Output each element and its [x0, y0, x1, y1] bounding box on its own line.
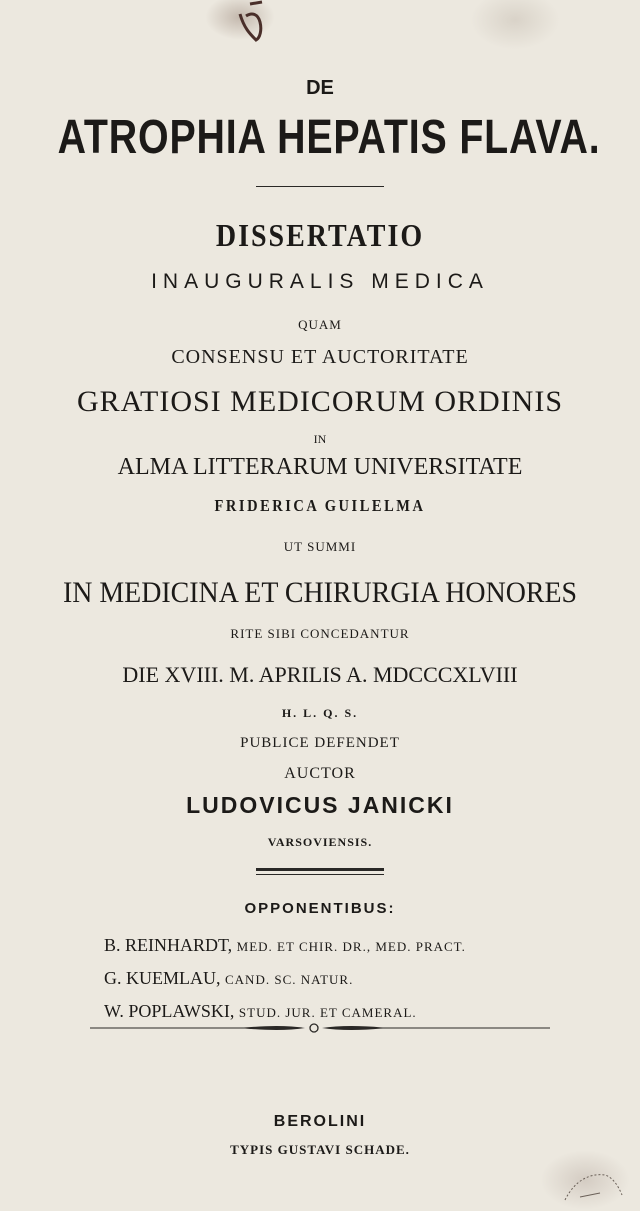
varsoviensis-line: VARSOVIENSIS.: [267, 835, 373, 849]
rite-line: RITE SIBI CONCEDANTUR: [230, 626, 410, 641]
opponent-title: CAND. SC. NATUR.: [225, 972, 354, 987]
pencil-scribble-icon: [560, 1165, 630, 1205]
ornamental-divider-icon: [90, 1020, 610, 1036]
handwritten-mark-icon: [232, 0, 272, 46]
in-line: IN: [313, 432, 327, 446]
hlqs-line: H. L. Q. S.: [281, 706, 359, 720]
opponent-title: MED. ET CHIR. DR., MED. PRACT.: [236, 939, 466, 954]
die-line: DIE XVIII. M. APRILIS A. MDCCCXLVIII: [122, 662, 518, 687]
double-rule-bottom: [256, 874, 384, 875]
opponent-name: W. POPLAWSKI,: [104, 1001, 235, 1021]
opponent-title: STUD. JUR. ET CAMERAL.: [238, 1005, 417, 1020]
ink-stain-right: [470, 0, 560, 50]
dissertatio-heading: DISSERTATIO: [215, 219, 425, 254]
inauguralis-line: INAUGURALIS MEDICA: [151, 270, 489, 293]
consensu-line: CONSENSU ET AUCTORITATE: [171, 346, 469, 368]
imprint-printer: TYPIS GUSTAVI SCHADE.: [230, 1142, 410, 1157]
gratiosi-line: GRATIOSI MEDICORUM ORDINIS: [76, 385, 564, 418]
opponentibus-heading: OPPONENTIBUS:: [244, 900, 396, 917]
auctor-line: AUCTOR: [284, 765, 356, 782]
friderica-line: FRIDERICA GUILELMA: [214, 496, 426, 515]
opponent-name: B. REINHARDT,: [104, 935, 233, 955]
main-title: ATROPHIA HEPATIS FLAVA.: [57, 111, 601, 164]
title-de: DE: [306, 77, 334, 99]
opponent-entry: [104, 968, 624, 1001]
ut-summi-line: UT SUMMI: [283, 539, 357, 554]
imprint-city: BEROLINI: [273, 1113, 367, 1130]
in-medicina-line: IN MEDICINA ET CHIRURGIA HONORES: [62, 576, 578, 609]
publice-line: PUBLICE DEFENDET: [240, 735, 400, 751]
author-name: LUDOVICUS JANICKI: [186, 792, 454, 818]
double-rule-top: [256, 868, 384, 871]
title-rule: [256, 186, 384, 187]
opponent-name: G. KUEMLAU,: [104, 968, 221, 988]
opponent-entry: [104, 935, 624, 968]
quam-line: QUAM: [298, 317, 342, 332]
alma-line: ALMA LITTERARUM UNIVERSITATE: [117, 454, 523, 480]
